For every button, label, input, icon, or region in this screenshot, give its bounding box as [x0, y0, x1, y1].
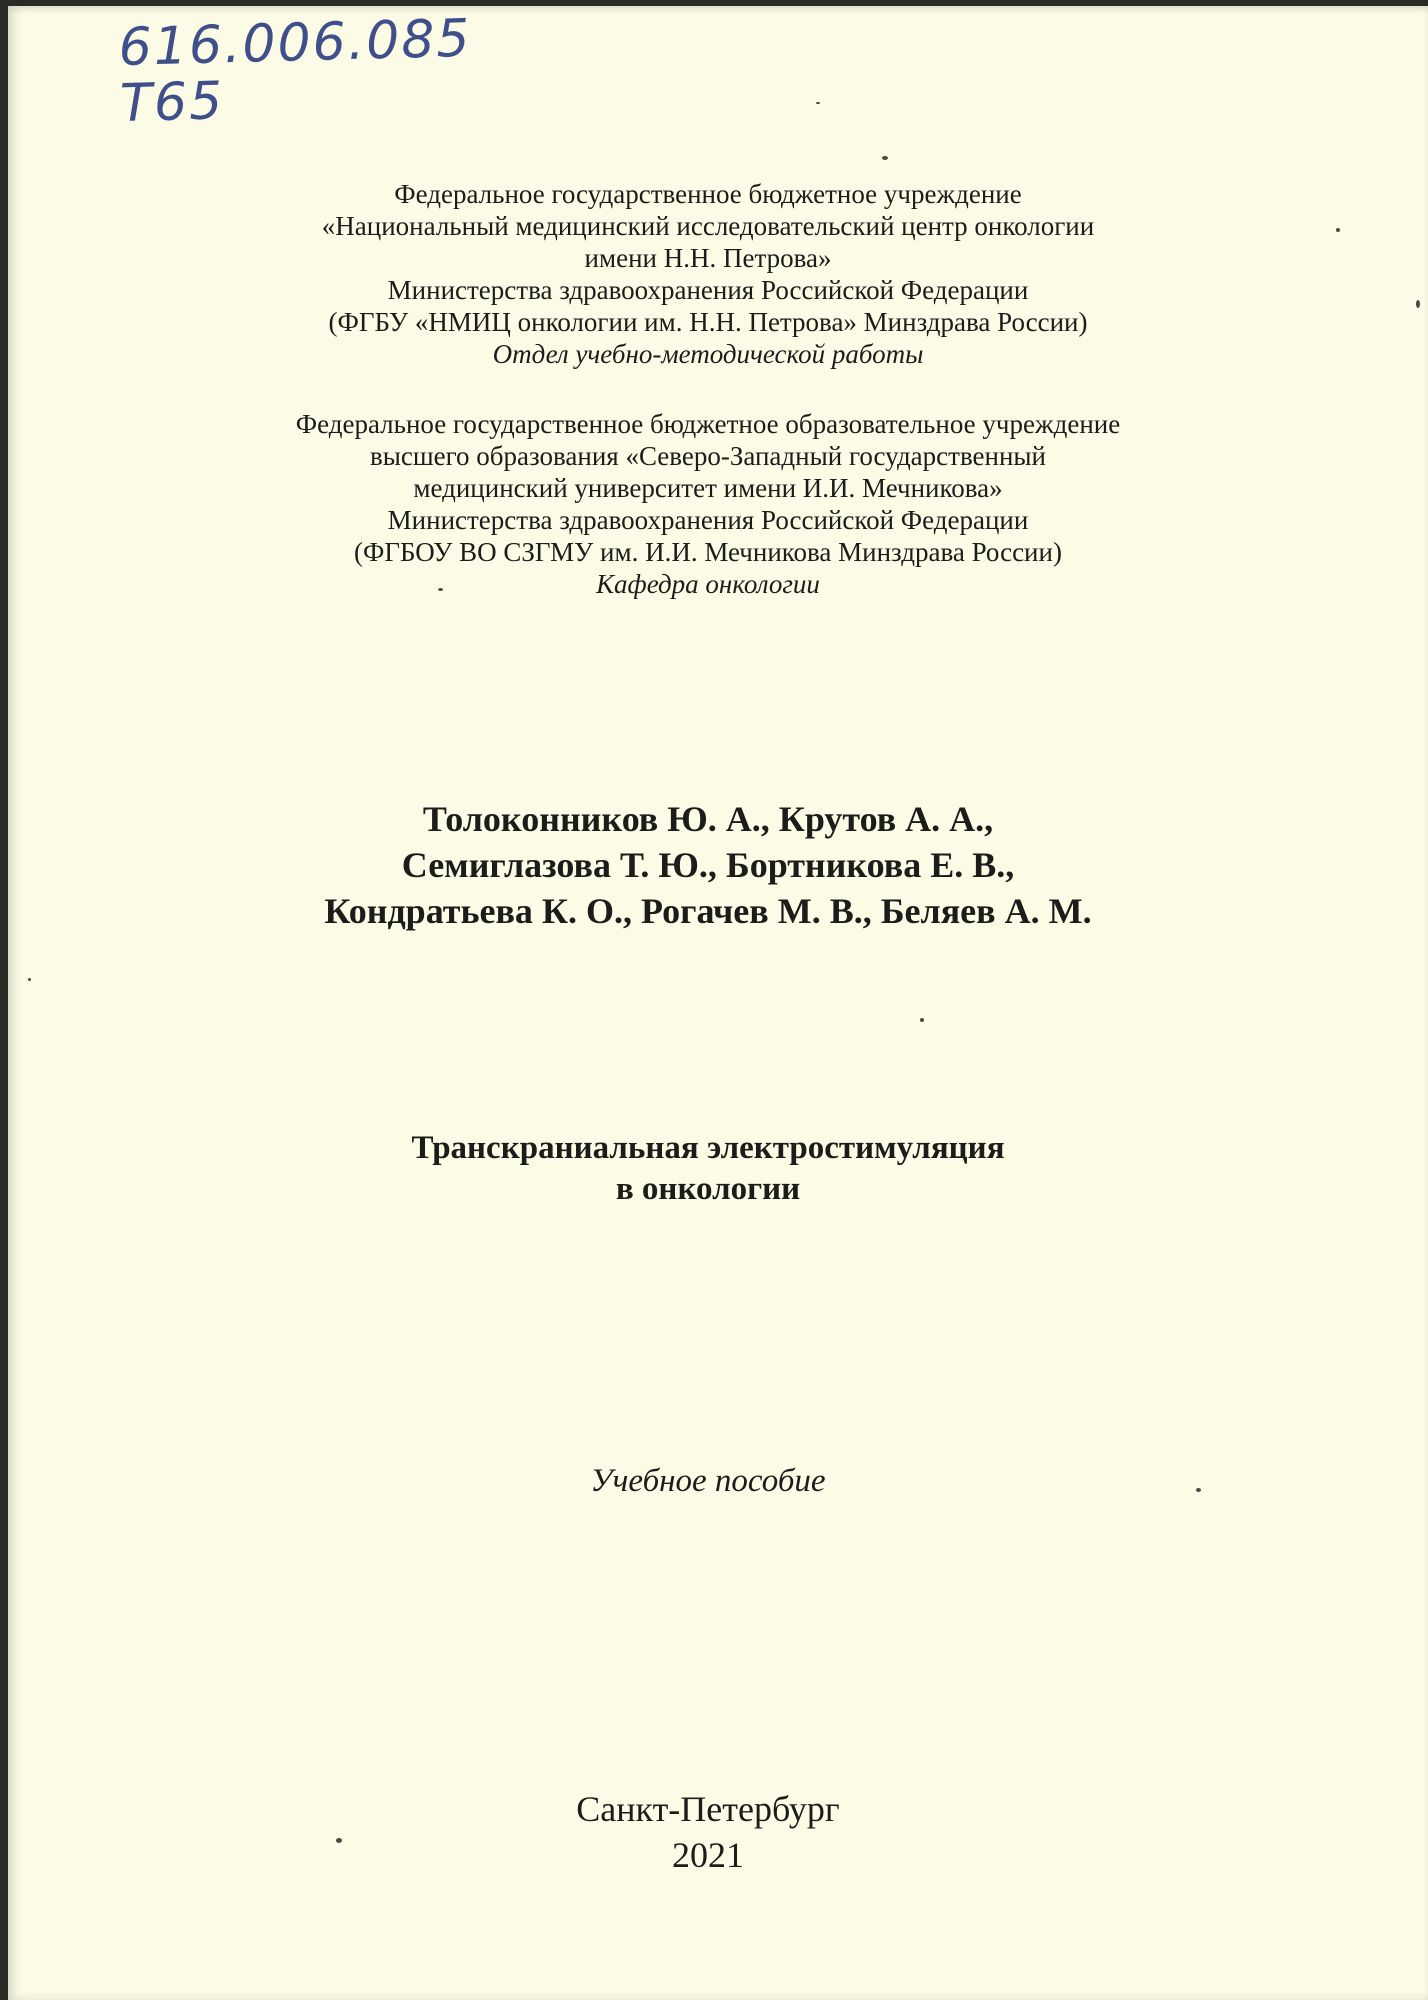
organization-block-1: [0, 178, 1418, 370]
imprint-block: [0, 1786, 1418, 1878]
book-cover: [8, 6, 1428, 2000]
classification-code: 616.006.085: [117, 8, 473, 78]
authors-block: [0, 796, 1418, 934]
authors-line: Семиглазова Т. Ю., Бортникова Е. В.,: [401, 845, 1015, 885]
organization-1-line: Министерства здравоохранения Российской Федерации: [387, 275, 1029, 305]
organization-1-line: Федеральное государственное бюджетное учреждение: [394, 179, 1022, 209]
imprint-city: Санкт-Петербург: [576, 1789, 840, 1829]
publication-type: Учебное пособие: [590, 1463, 826, 1499]
organization-1-line: (ФГБУ «НМИЦ онкологии им. Н.Н. Петрова» Минздрава России): [328, 307, 1088, 337]
organization-1-line: имени Н.Н. Петрова»: [584, 243, 832, 273]
scan-speck: [1336, 228, 1340, 232]
scan-speck: [882, 156, 888, 160]
scan-speck: [816, 102, 820, 104]
organization-block-2: [0, 408, 1418, 600]
scan-speck: [28, 978, 31, 981]
organization-2-line: медицинский университет имени И.И. Мечникова»: [413, 473, 1003, 503]
organization-1-department: Отдел учебно-методической работы: [492, 339, 924, 369]
organization-2-line: Федеральное государственное бюджетное образовательное учреждение: [295, 409, 1121, 439]
book-title-line: Транскраниальная электростимуляция: [411, 1130, 1005, 1166]
scan-speck: [1416, 300, 1420, 308]
scan-speck: [336, 1838, 342, 1843]
scan-speck: [1196, 1488, 1201, 1492]
scan-speck: [920, 1018, 924, 1022]
authors-line: Кондратьева К. О., Рогачев М. В., Беляев А. М.: [324, 891, 1092, 931]
organization-2-line: (ФГБОУ ВО СЗГМУ им. И.И. Мечникова Минздрава России): [354, 537, 1062, 567]
book-title: [0, 1128, 1418, 1210]
organization-2-line: Министерства здравоохранения Российской Федерации: [387, 505, 1029, 535]
authors-line: Толоконников Ю. А., Крутов А. А.,: [422, 799, 994, 839]
author-mark: Т65: [119, 71, 225, 134]
organization-1-line: «Национальный медицинский исследовательский центр онкологии: [321, 211, 1095, 241]
organization-2-line: высшего образования «Северо-Западный государственный: [369, 441, 1047, 471]
scan-speck: [438, 588, 443, 591]
book-title-line: в онкологии: [615, 1171, 801, 1207]
organization-2-department: Кафедра онкологии: [596, 569, 820, 599]
handwritten-catalog-mark: [117, 8, 474, 134]
imprint-year: 2021: [672, 1835, 744, 1875]
